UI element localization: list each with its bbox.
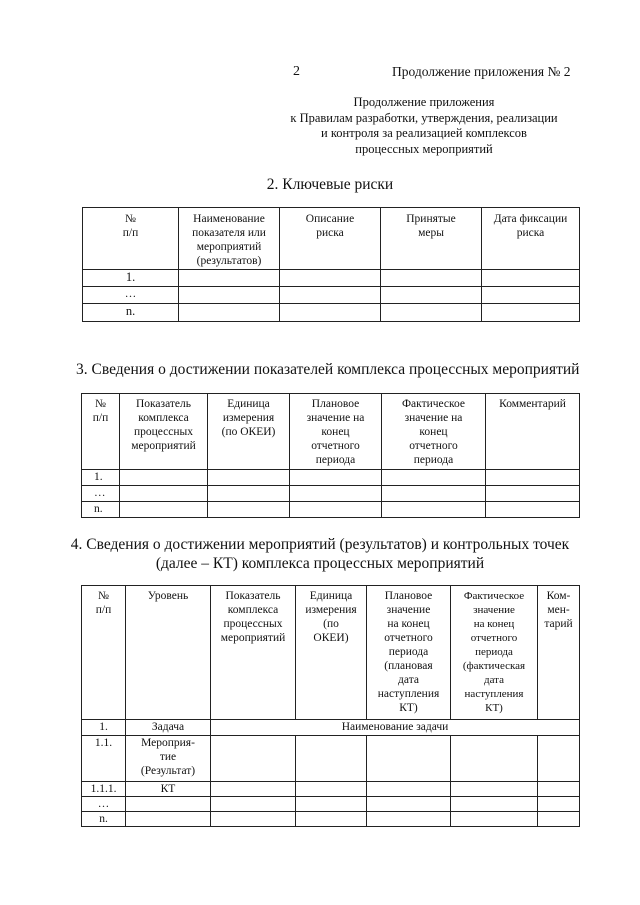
col-comment: Комментарий [486, 394, 580, 470]
row-number: n. [83, 304, 179, 322]
col-level: Уровень [126, 586, 211, 720]
row-number: … [82, 797, 126, 812]
row-level: Мероприя- тие (Результат) [126, 736, 211, 782]
col-unit: Единица измерения (по ОКЕИ) [208, 394, 290, 470]
col-risk-description: Описание риска [280, 208, 381, 270]
col-indicator: Показатель комплекса процессных мероприятий [211, 586, 296, 720]
appendix-line: процессных мероприятий [355, 141, 493, 156]
col-number: № п/п [82, 394, 120, 470]
key-risks-table [82, 207, 580, 322]
row-number: n. [82, 812, 126, 827]
page-number: 2 [293, 64, 300, 79]
appendix-line: Продолжение приложения [353, 95, 495, 109]
row-number: 1. [83, 270, 179, 287]
col-planned-value: Плановое значение на конец отчетного периода (плановая дата наступления КТ) [367, 586, 451, 720]
col-indicator: Наименование показателя или мероприятий (результатов) [179, 208, 280, 270]
row-level: Задача [126, 720, 211, 736]
row-number: 1. [82, 720, 126, 736]
row-number: … [82, 486, 120, 502]
continuation-label: Продолжение приложения № 2 [392, 64, 571, 79]
col-fix-date: Дата фиксации риска [482, 208, 580, 270]
row-number: n. [82, 502, 120, 518]
col-measures: Принятые меры [381, 208, 482, 270]
appendix-line: и контроля за реализацией комплексов [321, 126, 527, 140]
col-actual-value: Фактическое значение на конец отчетного периода (фактическая дата наступления КТ) [451, 586, 538, 720]
events-table [81, 585, 580, 827]
col-number: № п/п [82, 586, 126, 720]
col-actual-value: Фактическое значение на конец отчетного периода [382, 394, 486, 470]
col-indicator: Показатель комплекса процессных мероприятий [120, 394, 208, 470]
row-number: 1.1.1. [82, 782, 126, 797]
task-name: Наименование задачи [211, 720, 580, 736]
col-number: № п/п [83, 208, 179, 270]
section-3-title: 3. Сведения о достижении показателей комплекса процессных мероприятий [76, 361, 580, 378]
row-number: 1.1. [82, 736, 126, 782]
col-planned-value: Плановое значение на конец отчетного периода [290, 394, 382, 470]
row-number: 1. [82, 470, 120, 486]
appendix-line: к Правилам разработки, утверждения, реализации [290, 110, 558, 125]
indicators-table [81, 393, 580, 518]
col-comment: Ком- мен- тарий [538, 586, 580, 720]
section-2-title: 2. Ключевые риски [266, 176, 394, 193]
section-4-title-line: 4. Сведения о достижении мероприятий (результатов) и контрольных точек [70, 536, 570, 553]
section-4-title-line: (далее – КТ) комплекса процессных мероприятий [155, 555, 485, 572]
row-level: КТ [126, 782, 211, 797]
col-unit: Единица измерения (по ОКЕИ) [296, 586, 367, 720]
section-4-title [70, 535, 570, 573]
appendix-reference [280, 95, 568, 157]
row-number: … [83, 287, 179, 304]
